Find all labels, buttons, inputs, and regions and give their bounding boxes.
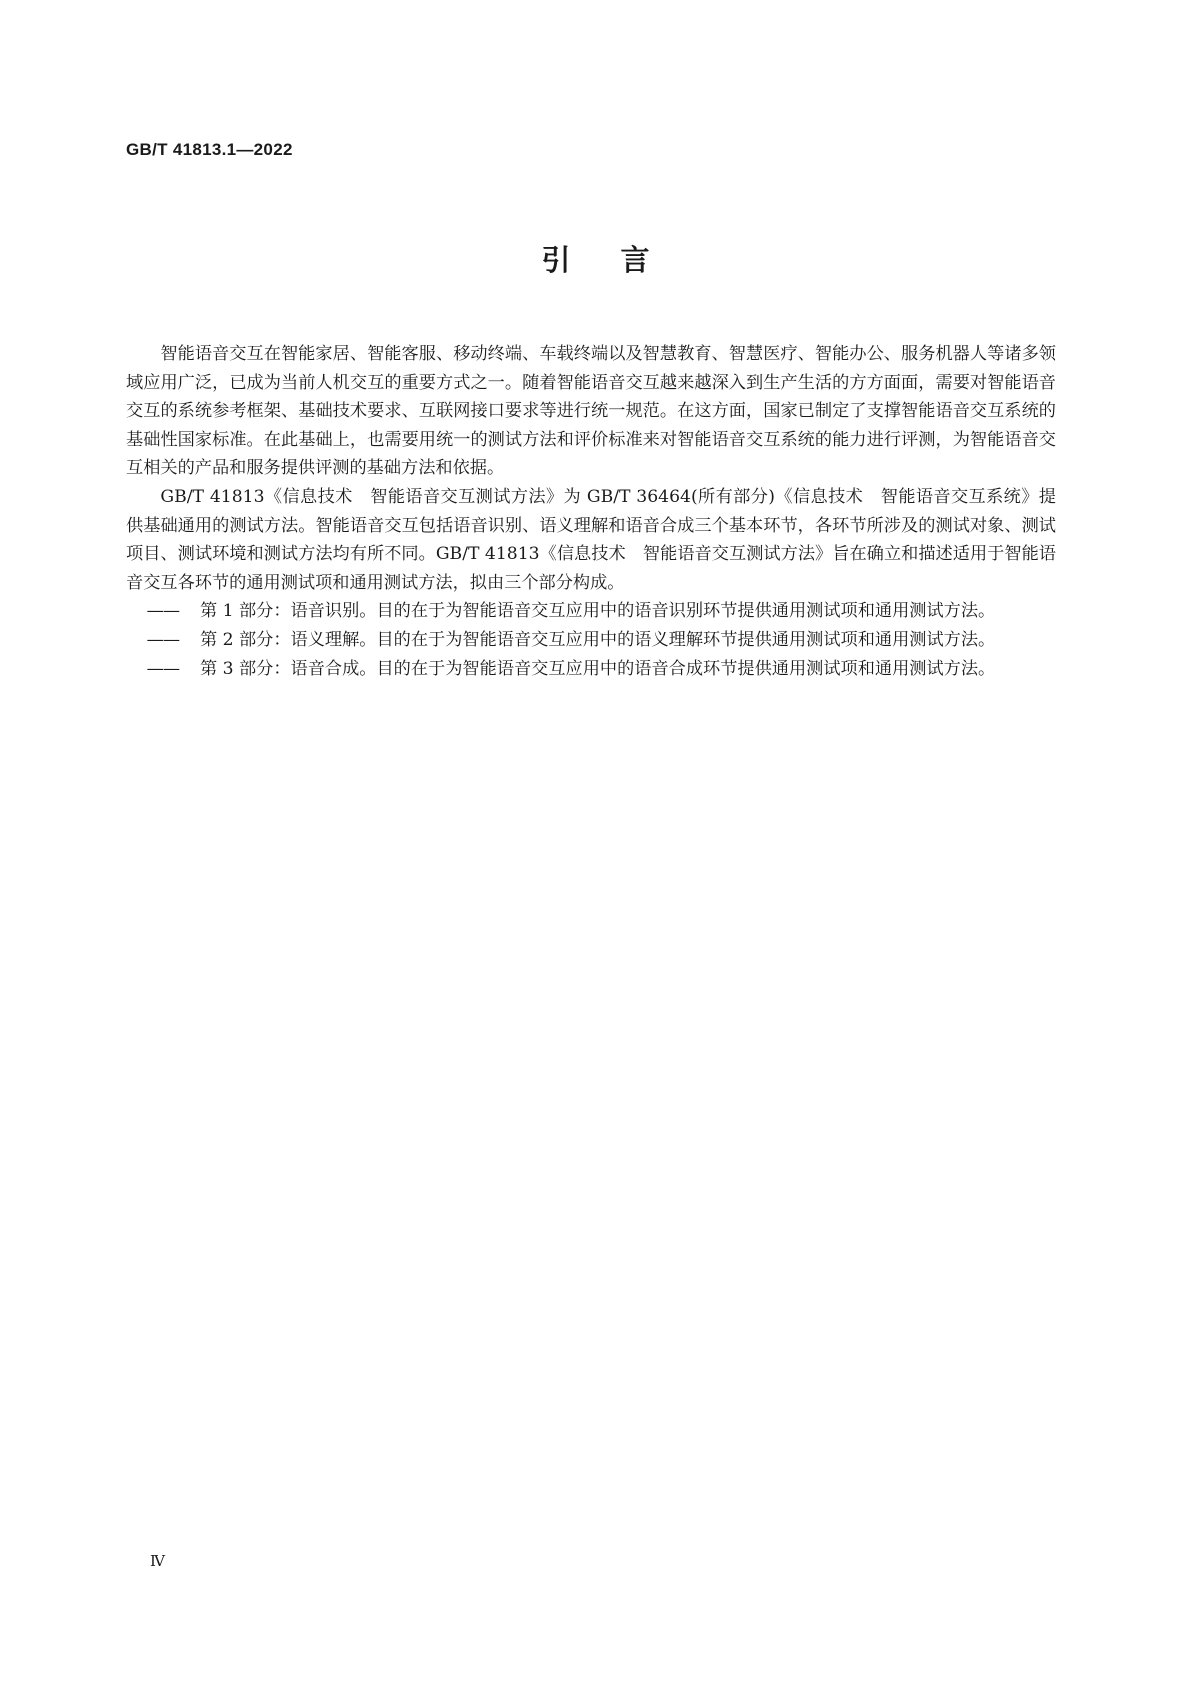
list-item xyxy=(126,655,1056,684)
list-item xyxy=(126,626,1056,655)
structure-paragraph: GB/T 41813《信息技术 智能语音交互测试方法》为 GB/T 36464(所有部分)《信息技术 智能语音交互系统》提供基础通用的测试方法。智能语音交互包括语音识别、语义理解和语音合成三个基本环节，各环节所涉及的测试对象、测试项目、测试环境和测试方法均有所不同。GB/T 41813《信息技术 智能语音交互测试方法》旨在确立和描述适用于智能语音交互各环节的通用测试项和通用测试方法，拟由三个部分构成。 xyxy=(126,486,1056,593)
list-item-text: 第 2 部分：语义理解。目的在于为智能语音交互应用中的语义理解环节提供通用测试项和通用测试方法。 xyxy=(199,629,996,650)
list-dash: —— xyxy=(146,629,179,650)
page-title: 引言 xyxy=(541,243,700,277)
standard-code: GB/T 41813.1—2022 xyxy=(126,140,293,159)
page-number: Ⅳ xyxy=(150,1552,165,1570)
list-item xyxy=(126,597,1056,626)
list-dash: —— xyxy=(146,658,179,679)
intro-paragraph: 智能语音交互在智能家居、智能客服、移动终端、车载终端以及智慧教育、智慧医疗、智能办公、服务机器人等诸多领域应用广泛，已成为当前人机交互的重要方式之一。随着智能语音交互越来越深入到生产生活的方方面面，需要对智能语音交互的系统参考框架、基础技术要求、互联网接口要求等进行统一规范。在这方面，国家已制定了支撑智能语音交互系统的基础性国家标准。在此基础上，也需要用统一的测试方法和评价标准来对智能语音交互系统的能力进行评测，为智能语音交互相关的产品和服务提供评测的基础方法和依据。 xyxy=(126,344,1056,479)
list-item-text: 第 3 部分：语音合成。目的在于为智能语音交互应用中的语音合成环节提供通用测试项和通用测试方法。 xyxy=(199,658,996,679)
list-dash: —— xyxy=(146,601,179,622)
list-item-text: 第 1 部分：语音识别。目的在于为智能语音交互应用中的语音识别环节提供通用测试项和通用测试方法。 xyxy=(199,601,996,622)
document-body xyxy=(126,340,1056,683)
